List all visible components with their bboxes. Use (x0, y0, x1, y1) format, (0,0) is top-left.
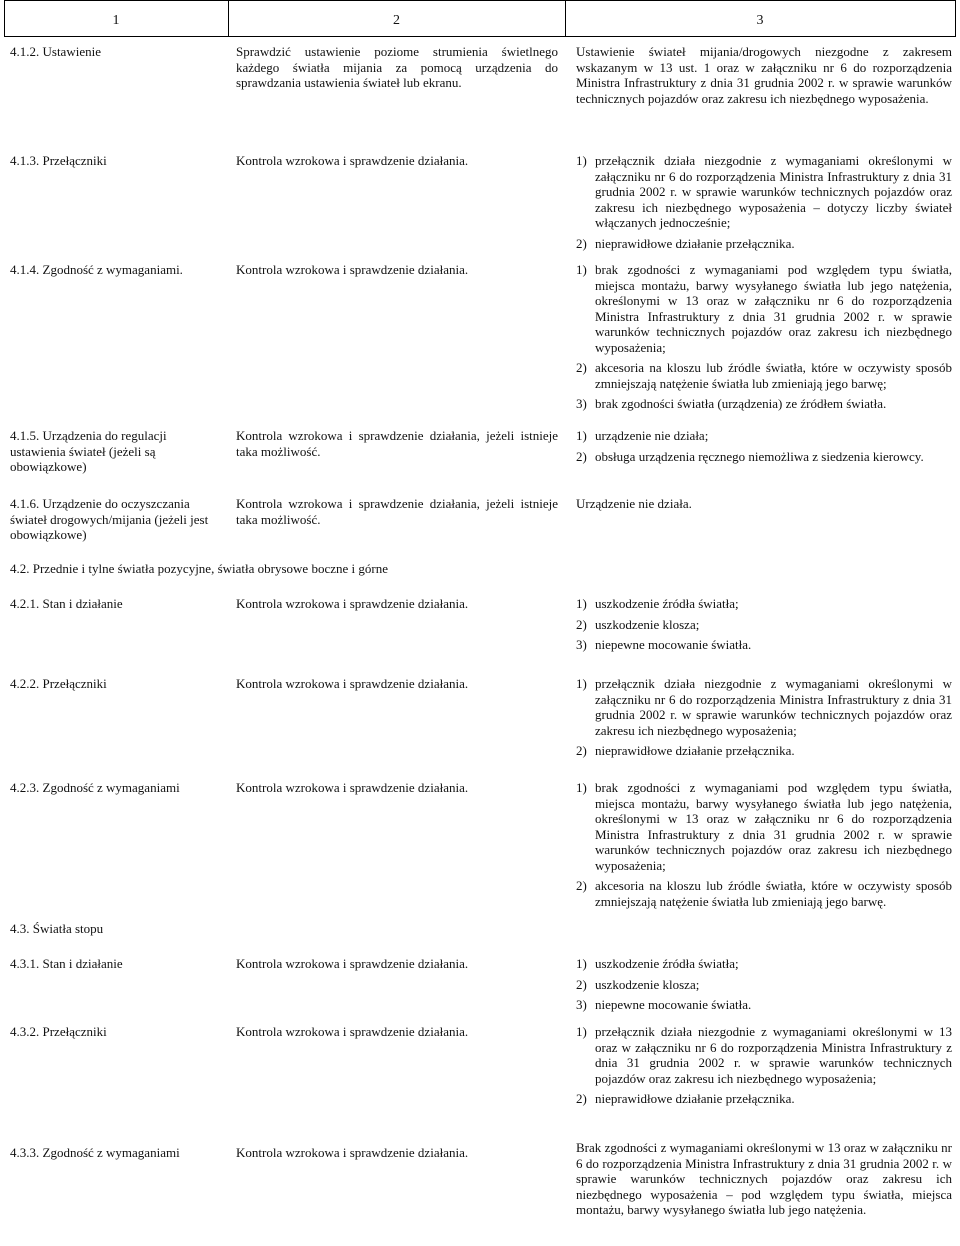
row-4-1-5-title: 4.1.5. Urządzenia do regulacji ustawienia świateł (jeżeli są obowiązkowe) (10, 428, 167, 474)
row-4-1-5-method: Kontrola wzrokowa i sprawdzenie działania, jeżeli istnieje taka możliwość. (236, 428, 558, 459)
list-item-text: nieprawidłowe działanie przełącznika. (595, 235, 795, 251)
list-item (576, 262, 952, 355)
row-4-1-6-title: 4.1.6. Urządzenie do oczyszczania świateł drogowych/mijania (jeżeli jest obowiązkowe) (10, 496, 209, 542)
section-heading-4-2: 4.2. Przednie i tylne światła pozycyjne, światła obrysowe boczne i górne (10, 561, 388, 576)
list-item-text: niepewne mocowanie światła. (595, 997, 752, 1012)
list-item (576, 449, 952, 465)
list-item (576, 360, 952, 391)
list-item-text: przełącznik działa niezgodnie z wymaganiami określonymi w załączniku nr 6 do rozporządzenia Ministra Infrastruktury z dnia 31 grudnia 2002 r. w sprawie warunków technicznych pojazdów oraz zakresu ich niezbędnego wyposażenia; (595, 676, 952, 738)
list-item-number: 2) (576, 235, 587, 251)
list-item-number: 2) (576, 976, 587, 992)
list-item-number: 2) (576, 448, 587, 464)
row-4-3-3-defect: Brak zgodności z wymaganiami określonymi w 13 oraz w załączniku nr 6 do rozporządzenia Ministra Infrastruktury z dnia 31 grudnia 2002 r. w sprawie warunków technicznych pojazdów oraz zakresu ich niezbędnego wyposażenia – pod względem typu światła, miejsca montażu, barwy wysyłanego światła lub jego natężenia. (576, 1140, 952, 1217)
list-item-number: 1) (576, 956, 587, 971)
list-item (576, 1091, 952, 1107)
row-4-2-3-method: Kontrola wzrokowa i sprawdzenie działania. (236, 780, 469, 795)
list-item-text: nieprawidłowe działanie przełącznika. (595, 743, 795, 758)
row-4-3-1-defect-list (576, 956, 952, 1013)
list-item (576, 1024, 952, 1086)
list-item-number: 3) (576, 637, 587, 652)
list-item-text: brak zgodności z wymaganiami pod względem typu światła, miejsca montażu, barwy wysyłanego światła lub jego natężenia, określonymi w 13 oraz w załączniku nr 6 do rozporządzenia Ministra Infrastruktury z dnia 31 grudnia 2002 r. w sprawie warunków technicznych pojazdów oraz zakresu ich niezbędnego wyposażenia; (595, 780, 952, 873)
section-heading-4-3: 4.3. Światła stopu (10, 921, 104, 936)
list-item-text: akcesoria na kloszu lub źródle światła, które w oczywisty sposób zmniejszają natężenie światła lub zmieniają jego barwę. (595, 878, 952, 909)
list-item-text: niepewne mocowanie światła. (595, 637, 752, 652)
row-4-3-2-method: Kontrola wzrokowa i sprawdzenie działania. (236, 1024, 469, 1039)
list-item-text: akcesoria na kloszu lub źródle światła, które w oczywisty sposób zmniejszają natężenie światła lub zmieniają jego barwę; (595, 360, 952, 391)
list-item (576, 997, 952, 1013)
row-4-2-3-title: 4.2.3. Zgodność z wymaganiami (10, 780, 180, 795)
header-bottom-border (4, 36, 956, 37)
list-item-text: uszkodzenie klosza; (595, 616, 700, 632)
list-item (576, 676, 952, 738)
row-4-3-2-defect-list (576, 1024, 952, 1107)
list-item (576, 637, 952, 653)
column-header-1: 1 (112, 13, 120, 28)
list-item-number: 1) (576, 1024, 587, 1039)
row-4-2-2-title: 4.2.2. Przełączniki (10, 676, 107, 691)
list-item-number: 1) (576, 262, 587, 277)
row-4-1-3-title: 4.1.3. Przełączniki (10, 153, 107, 168)
row-4-1-2-title: 4.1.2. Ustawienie (10, 44, 101, 59)
list-item-number: 2) (576, 878, 587, 893)
list-item-number: 2) (576, 360, 587, 375)
row-4-3-3-title: 4.3.3. Zgodność z wymaganiami (10, 1145, 180, 1160)
list-item (576, 743, 952, 759)
list-item-text: nieprawidłowe działanie przełącznika. (595, 1091, 795, 1106)
list-item-text: uszkodzenie źródła światła; (595, 956, 739, 971)
row-4-2-1-title: 4.2.1. Stan i działanie (10, 596, 123, 611)
list-item (576, 153, 952, 231)
list-item-number: 2) (576, 1091, 587, 1106)
list-item (576, 956, 952, 972)
row-4-2-2-method: Kontrola wzrokowa i sprawdzenie działania. (236, 676, 469, 691)
list-item-number: 1) (576, 676, 587, 691)
list-item (576, 428, 952, 444)
list-item (576, 977, 952, 993)
list-item-number: 2) (576, 616, 587, 632)
list-item-number: 1) (576, 780, 587, 795)
row-4-1-4-defect-list (576, 262, 952, 412)
list-item-text: uszkodzenie źródła światła; (595, 596, 739, 611)
table-top-border (4, 0, 956, 1)
col-border-right (955, 0, 956, 37)
list-item (576, 878, 952, 909)
row-4-3-2-title: 4.3.2. Przełączniki (10, 1024, 107, 1039)
list-item-number: 1) (576, 153, 587, 168)
list-item-text: brak zgodności światła (urządzenia) ze źródłem światła. (595, 396, 887, 411)
row-4-1-3-defect-list (576, 153, 952, 251)
row-4-2-3-defect-list (576, 780, 952, 909)
list-item (576, 780, 952, 873)
row-4-3-1-title: 4.3.1. Stan i działanie (10, 956, 123, 971)
row-4-1-2-method: Sprawdzić ustawienie poziome strumienia świetlnego każdego światła mijania za pomocą urządzenia do sprawdzania ustawienia świateł lub ekranu. (236, 44, 558, 90)
list-item-number: 3) (576, 396, 587, 411)
row-4-2-1-defect-list (576, 596, 952, 653)
column-header-3: 3 (756, 13, 764, 28)
list-item-text: brak zgodności z wymaganiami pod względem typu światła, miejsca montażu, barwy wysyłanego światła lub jego natężenia, określonymi w 13 oraz w załączniku nr 6 do rozporządzenia Ministra Infrastruktury z dnia 31 grudnia 2002 r. w sprawie warunków technicznych pojazdów oraz zakresu ich niezbędnego wyposażenia; (595, 262, 952, 355)
list-item-text: obsługa urządzenia ręcznego niemożliwa z siedzenia kierowcy. (595, 448, 924, 464)
list-item-number: 1) (576, 428, 587, 443)
row-4-1-2-defect: Ustawienie świateł mijania/drogowych niezgodne z zakresem wskazanym w 13 ust. 1 oraz w załączniku nr 6 do rozporządzenia Ministra Infrastruktury z dnia 31 grudnia 2002 r. w sprawie warunków technicznych pojazdów oraz zakresu ich niezbędnego wyposażenia. (576, 44, 952, 106)
list-item (576, 596, 952, 612)
list-item (576, 236, 952, 252)
row-4-2-2-defect-list (576, 676, 952, 759)
row-4-3-1-method: Kontrola wzrokowa i sprawdzenie działania. (236, 956, 469, 971)
row-4-1-4-method: Kontrola wzrokowa i sprawdzenie działania. (236, 262, 469, 277)
row-4-3-3-method: Kontrola wzrokowa i sprawdzenie działania. (236, 1145, 469, 1160)
column-header-2: 2 (393, 13, 400, 28)
row-4-2-1-method: Kontrola wzrokowa i sprawdzenie działania. (236, 596, 469, 611)
list-item-text: urządzenie nie działa; (595, 428, 709, 443)
list-item-text: uszkodzenie klosza; (595, 976, 700, 992)
row-4-1-6-method: Kontrola wzrokowa i sprawdzenie działania, jeżeli istnieje taka możliwość. (236, 496, 558, 527)
list-item-number: 2) (576, 743, 587, 758)
row-4-1-4-title: 4.1.4. Zgodność z wymaganiami. (10, 262, 183, 277)
list-item (576, 617, 952, 633)
row-4-1-3-method: Kontrola wzrokowa i sprawdzenie działania. (236, 153, 469, 168)
list-item (576, 396, 952, 412)
list-item-number: 1) (576, 596, 587, 611)
row-4-1-6-defect: Urządzenie nie działa. (576, 496, 692, 511)
list-item-number: 3) (576, 997, 587, 1012)
list-item-text: przełącznik działa niezgodnie z wymaganiami określonymi w załączniku nr 6 do rozporządzenia Ministra Infrastruktury z dnia 31 grudnia 2002 r. w sprawie warunków technicznych pojazdów oraz zakresu ich niezbędnego wyposażenia – dotyczy liczby świateł włączanych jednocześnie; (595, 153, 952, 230)
list-item-text: przełącznik działa niezgodnie z wymaganiami określonymi w 13 oraz w załączniku nr 6 do rozporządzenia Ministra Infrastruktury z dnia 31 grudnia 2002 r. w sprawie warunków technicznych pojazdów oraz zakresu ich niezbędnego wyposażenia; (595, 1024, 952, 1086)
row-4-1-5-defect-list (576, 428, 952, 464)
